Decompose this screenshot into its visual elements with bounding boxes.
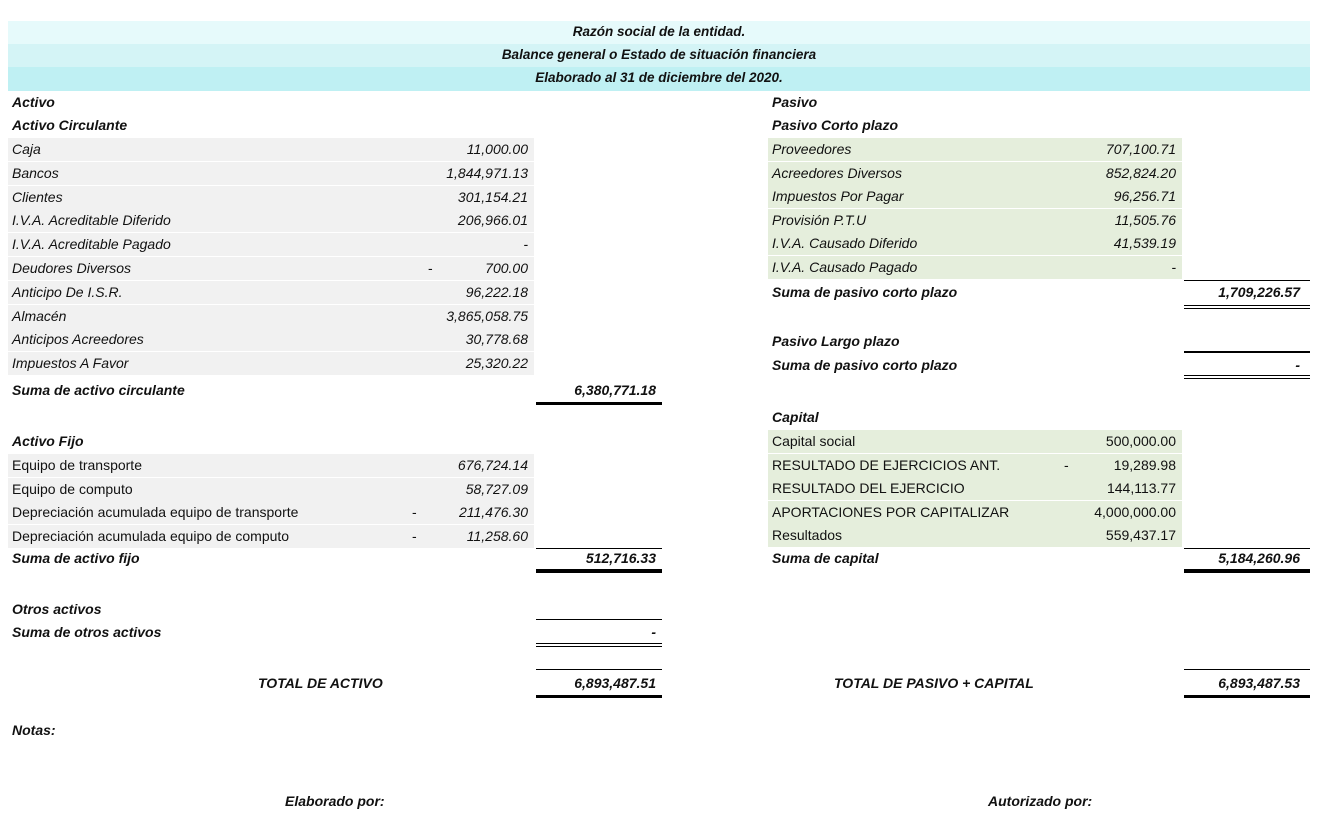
- activo-circulante-row-value: 96,222.18: [465, 283, 528, 300]
- activo-fijo-row-value: 58,727.09: [465, 480, 528, 497]
- activo-circulante-row: [8, 281, 534, 304]
- activo-circulante-sum-value: 6,380,771.18: [574, 382, 656, 398]
- pasivo-corto-row: [768, 162, 1182, 185]
- pasivo-corto-row: [768, 256, 1182, 279]
- activo-circulante-row: [8, 162, 534, 185]
- capital-sum-label: Suma de capital: [772, 550, 879, 566]
- capital-row-label: RESULTADO DE EJERCICIOS ANT.: [772, 456, 1001, 473]
- activo-circulante-row-label: Deudores Diversos: [12, 260, 132, 276]
- activo-fijo-row-label: Equipo de computo: [12, 480, 133, 497]
- activo-circulante-row-value: -: [523, 236, 528, 253]
- pasivo-largo-double-line-1: [1184, 375, 1310, 376]
- activo-circulante-row-negative-sign: -: [428, 260, 433, 276]
- activo-circulante-row-label: Impuestos A Favor: [12, 355, 129, 372]
- pasivo-corto-row: [768, 209, 1182, 232]
- activo-fijo-row-negative-sign: -: [412, 527, 417, 544]
- activo-circulante-row-label: I.V.A. Acreditable Pagado: [12, 236, 171, 253]
- capital-row-label: Capital social: [772, 433, 856, 449]
- activo-circulante-row-value: 30,778.68: [465, 331, 528, 348]
- otros-activos-title: Otros activos: [12, 601, 102, 617]
- otros-activos-topline: [536, 619, 662, 620]
- autorizado-por-label: Autorizado por:: [988, 793, 1093, 809]
- capital-row-value: 4,000,000.00: [1094, 503, 1176, 520]
- activo-fijo-row-value: 676,724.14: [457, 457, 528, 473]
- pasivo-corto-sum-value: 1,709,226.57: [1218, 284, 1300, 300]
- pasivo-corto-double-line-2: [1184, 308, 1310, 309]
- otros-activos-sum-value: -: [651, 624, 656, 640]
- activo-fijo-row: [8, 454, 534, 477]
- activo-fijo-row: [8, 501, 534, 524]
- activo-fijo-row: [8, 478, 534, 501]
- activo-circulante-row: [8, 138, 534, 161]
- capital-sum-underline: [1184, 569, 1310, 573]
- activo-circulante-row: [8, 209, 534, 232]
- activo-circulante-row-label: I.V.A. Acreditable Diferido: [12, 212, 171, 229]
- activo-fijo-sum-label: Suma de activo fijo: [12, 550, 140, 566]
- entity-name: Razón social de la entidad.: [572, 24, 746, 39]
- capital-row-label: APORTACIONES POR CAPITALIZAR: [772, 503, 1010, 520]
- pasivo-corto-row-value: 41,539.19: [1113, 235, 1176, 251]
- otros-activos-double-line-2: [536, 646, 662, 647]
- activo-title: Activo: [12, 94, 55, 110]
- activo-fijo-sum-value: 512,716.33: [585, 550, 656, 566]
- capital-row-label: Resultados: [772, 527, 843, 543]
- otros-activos-sum-label: Suma de otros activos: [12, 624, 162, 640]
- statement-title: Balance general o Estado de situación financiera: [501, 47, 817, 62]
- capital-row: [768, 430, 1182, 453]
- activo-circulante-row: [8, 328, 534, 351]
- pasivo-corto-double-line-1: [1184, 305, 1310, 306]
- capital-row: [768, 501, 1182, 524]
- activo-circulante-row-value: 3,865,058.75: [446, 307, 528, 324]
- activo-fijo-sum-topline: [536, 548, 662, 549]
- pasivo-corto-row: [768, 232, 1182, 255]
- activo-circulante-row-value: 206,966.01: [457, 212, 528, 229]
- pasivo-title: Pasivo: [772, 94, 818, 110]
- activo-fijo-row-value: 11,258.60: [466, 527, 528, 544]
- capital-row-negative-sign: -: [1064, 456, 1069, 473]
- pasivo-corto-sum-topline: [1184, 280, 1310, 281]
- activo-circulante-row-value: 1,844,971.13: [446, 164, 528, 181]
- total-activo-value: 6,893,487.51: [574, 675, 656, 691]
- activo-circulante-row-value: 11,000.00: [466, 141, 528, 157]
- capital-row-value: 19,289.98: [1113, 456, 1176, 473]
- pasivo-corto-row-value: 707,100.71: [1105, 141, 1176, 157]
- otros-activos-double-line-1: [536, 643, 662, 644]
- pasivo-corto-row: [768, 138, 1182, 161]
- pasivo-corto-title: Pasivo Corto plazo: [772, 117, 899, 133]
- activo-circulante-row-label: Anticipo De I.S.R.: [12, 283, 123, 300]
- capital-row: [768, 477, 1182, 500]
- activo-fijo-sum-underline: [536, 569, 662, 573]
- capital-row-label: RESULTADO DEL EJERCICIO: [772, 480, 965, 496]
- activo-circulante-row: [8, 257, 534, 280]
- activo-circulante-row: [8, 233, 534, 256]
- total-activo-underline: [536, 695, 662, 698]
- capital-title: Capital: [772, 409, 819, 425]
- capital-row: [768, 524, 1182, 547]
- pasivo-corto-row-value: 96,256.71: [1113, 188, 1176, 204]
- total-pasivo-capital-value: 6,893,487.53: [1218, 675, 1300, 691]
- pasivo-corto-row-value: 11,505.76: [1114, 211, 1176, 228]
- total-activo-label: TOTAL DE ACTIVO: [258, 675, 383, 691]
- pasivo-corto-row-label: Provisión P.T.U: [772, 211, 867, 228]
- pasivo-corto-row-label: Impuestos Por Pagar: [772, 188, 904, 204]
- activo-circulante-row: [8, 352, 534, 375]
- activo-circulante-row-value: 301,154.21: [457, 188, 528, 205]
- statement-date: Elaborado al 31 de diciembre del 2020.: [535, 70, 783, 85]
- elaborado-por-label: Elaborado por:: [285, 793, 385, 809]
- capital-sum-topline: [1184, 548, 1310, 549]
- activo-circulante-row-value: 25,320.22: [465, 355, 528, 372]
- notes-label: Notas:: [12, 722, 56, 738]
- activo-circulante-title: Activo Circulante: [12, 117, 128, 133]
- capital-row-value: 559,437.17: [1105, 527, 1176, 543]
- activo-fijo-title: Activo Fijo: [12, 433, 84, 449]
- pasivo-corto-row-label: I.V.A. Causado Pagado: [772, 258, 918, 275]
- pasivo-corto-row-value: 852,824.20: [1105, 164, 1176, 181]
- pasivo-corto-row-label: I.V.A. Causado Diferido: [772, 235, 918, 251]
- pasivo-largo-title: Pasivo Largo plazo: [772, 333, 900, 349]
- total-pasivo-capital-underline: [1184, 695, 1310, 698]
- capital-row-value: 144,113.77: [1106, 480, 1176, 496]
- pasivo-corto-row-value: -: [1171, 258, 1176, 275]
- activo-circulante-row: [8, 186, 534, 209]
- total-activo-topline: [536, 669, 662, 670]
- pasivo-corto-row: [768, 185, 1182, 208]
- pasivo-corto-row-label: Proveedores: [772, 141, 852, 157]
- activo-circulante-sum-underline: [536, 402, 662, 405]
- pasivo-largo-sum-label: Suma de pasivo corto plazo: [772, 357, 958, 373]
- capital-sum-value: 5,184,260.96: [1218, 550, 1300, 566]
- pasivo-largo-sum-value: -: [1295, 357, 1300, 373]
- activo-circulante-row-label: Caja: [12, 141, 41, 157]
- activo-fijo-row: [8, 525, 534, 548]
- activo-circulante-row-label: Almacén: [12, 307, 67, 324]
- capital-row: [768, 454, 1182, 477]
- activo-fijo-row-label: Depreciación acumulada equipo de transporte: [12, 504, 299, 520]
- activo-fijo-row-label: Depreciación acumulada equipo de computo: [12, 527, 290, 544]
- activo-circulante-row: [8, 305, 534, 328]
- pasivo-corto-sum-label: Suma de pasivo corto plazo: [772, 284, 958, 300]
- activo-fijo-row-negative-sign: -: [412, 504, 417, 520]
- total-pasivo-capital-topline: [1184, 669, 1310, 670]
- activo-fijo-row-value: 211,476.30: [458, 504, 528, 520]
- activo-circulante-row-value: 700.00: [485, 260, 528, 276]
- activo-circulante-row-label: Bancos: [12, 164, 59, 181]
- activo-circulante-sum-label: Suma de activo circulante: [12, 382, 185, 398]
- pasivo-corto-row-label: Acreedores Diversos: [772, 164, 902, 181]
- pasivo-largo-double-line-2: [1184, 378, 1310, 379]
- activo-fijo-row-label: Equipo de transporte: [12, 457, 142, 473]
- activo-circulante-row-label: Clientes: [12, 188, 63, 205]
- activo-circulante-row-label: Anticipos Acreedores: [12, 331, 144, 348]
- capital-row-value: 500,000.00: [1105, 433, 1176, 449]
- pasivo-largo-topline: [1184, 351, 1310, 353]
- total-pasivo-capital-label: TOTAL DE PASIVO + CAPITAL: [834, 675, 1034, 691]
